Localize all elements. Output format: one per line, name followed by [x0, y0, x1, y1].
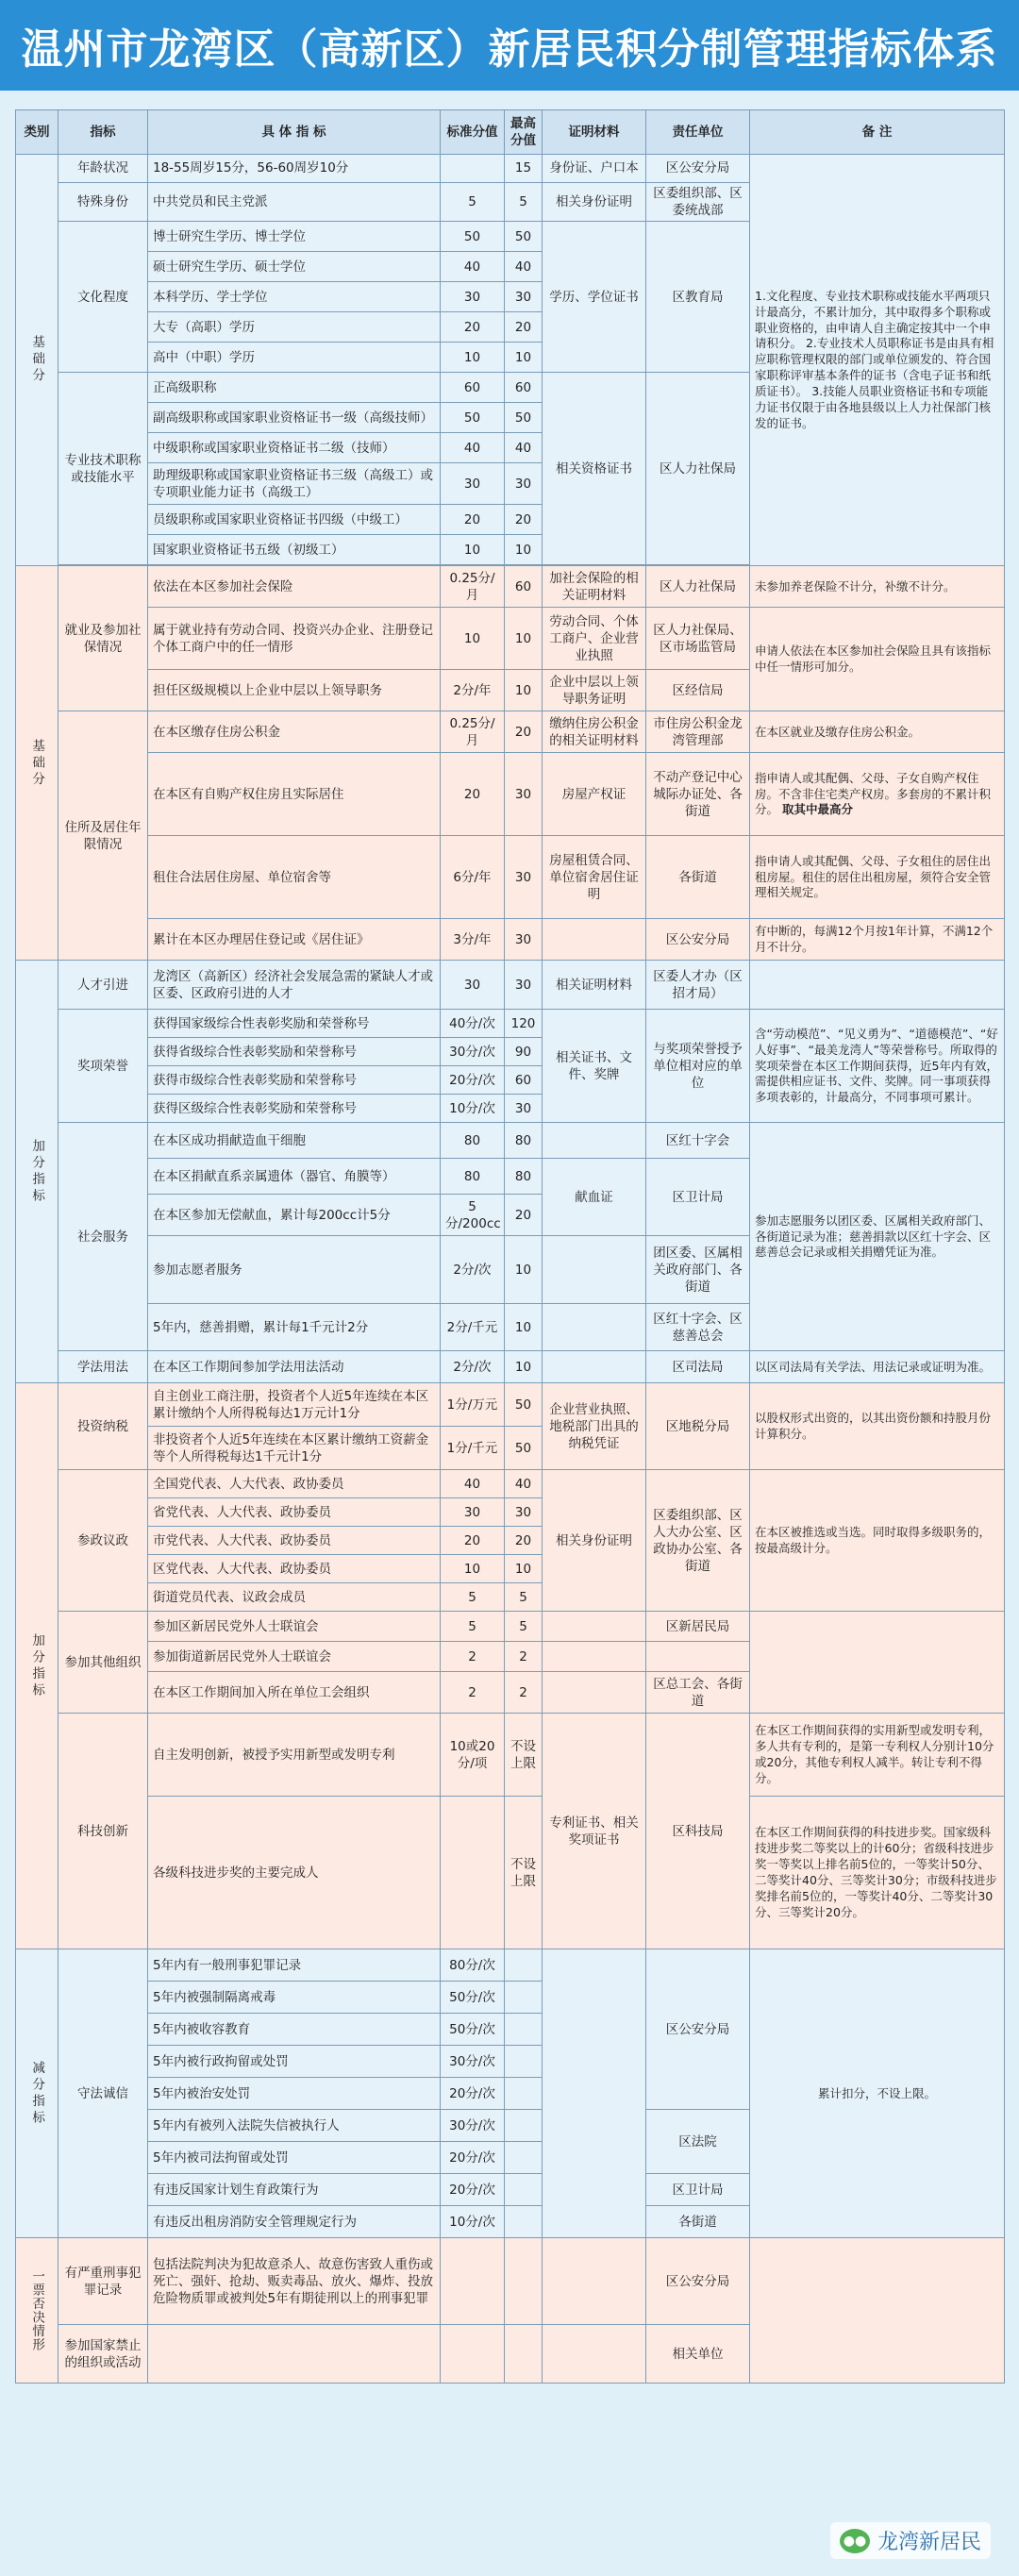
note-cell: 1.文化程度、专业技术职称或技能水平两项只计最高分，不累计加分，其中取得多个职称或职业资格的，由申请人自主确定按其中一个申请积分。 2.专业技术人员职称证书是由具有相应职称管理权限的部门或单位颁发的、符合国家职称评审基本条件的证书（含电子证书和纸质证书）。 3.技能人员职业资格证书和专项能力证书仅限于由各地县级以上人力社保部门核发的证书。 [750, 155, 1005, 566]
unit-cell: 区红十字会、区慈善总会 [646, 1304, 750, 1351]
wechat-icon: ●● [840, 2529, 870, 2553]
indicator-cell: 年龄状况 [58, 155, 148, 183]
std-cell: 80 [441, 1123, 505, 1159]
max-cell: 10 [505, 1555, 543, 1583]
std-cell: 30分/次 [441, 1038, 505, 1066]
unit-cell: 区卫计局 [646, 2174, 750, 2206]
std-cell: 2 [441, 1642, 505, 1672]
detail-cell: 各级科技进步奖的主要完成人 [148, 1797, 441, 1949]
unit-cell: 区委人才办（区招才局） [646, 961, 750, 1010]
col-max: 最高分值 [505, 110, 543, 155]
std-cell: 6分/年 [441, 836, 505, 919]
detail-cell: 省党代表、人大代表、政协委员 [148, 1498, 441, 1527]
col-proof: 证明材料 [543, 110, 646, 155]
max-cell [505, 2110, 543, 2142]
max-cell: 5 [505, 1583, 543, 1612]
table-row [16, 1383, 1005, 1427]
detail-cell: 在本区有自购产权住房且实际居住 [148, 753, 441, 836]
detail-cell: 5年内有一般刑事犯罪记录 [148, 1949, 441, 1982]
max-cell [505, 2046, 543, 2078]
std-cell: 2分/次 [441, 1351, 505, 1383]
table-row [16, 1612, 1005, 1642]
table-row [16, 1010, 1005, 1038]
detail-cell: 自主发明创新，被授予实用新型或发明专利 [148, 1714, 441, 1797]
max-cell: 40 [505, 1470, 543, 1498]
table-row [16, 566, 1005, 608]
indicator-cell: 科技创新 [58, 1714, 148, 1949]
max-cell: 50 [505, 1383, 543, 1427]
std-cell [441, 2325, 505, 2384]
detail-cell: 租住合法居住房屋、单位宿舍等 [148, 836, 441, 919]
proof-cell: 劳动合同、个体工商户、企业营业执照 [543, 608, 646, 670]
std-cell: 50 [441, 403, 505, 433]
std-cell [441, 1797, 505, 1949]
std-cell: 1分/千元 [441, 1427, 505, 1470]
proof-cell [543, 1612, 646, 1642]
detail-cell: 在本区参加无偿献血，累计每200cc计5分 [148, 1195, 441, 1236]
proof-cell: 房屋产权证 [543, 753, 646, 836]
col-category: 类别 [16, 110, 58, 155]
std-cell: 80分/次 [441, 1949, 505, 1982]
std-cell: 50分/次 [441, 2014, 505, 2046]
max-cell: 15 [505, 155, 543, 183]
std-cell: 0.25分/月 [441, 711, 505, 753]
detail-cell: 非投资者个人近5年连续在本区累计缴纳工资薪金等个人所得税每达1千元计1分 [148, 1427, 441, 1470]
detail-cell: 获得区级综合性表彰奖励和荣誉称号 [148, 1095, 441, 1123]
max-cell: 30 [505, 1498, 543, 1527]
max-cell: 50 [505, 1427, 543, 1470]
max-cell: 20 [505, 505, 543, 535]
detail-cell: 国家职业资格证书五级（初级工） [148, 535, 441, 565]
note-cell: 以股权形式出资的，以其出资份额和持股月份计算积分。 [750, 1383, 1005, 1470]
indicator-cell: 社会服务 [58, 1123, 148, 1351]
note-extra: 取其中最高分 [782, 802, 854, 817]
note-cell: 以区司法局有关学法、用法记录或证明为准。 [750, 1351, 1005, 1383]
unit-cell: 市住房公积金龙湾管理部 [646, 711, 750, 753]
table-row [16, 1351, 1005, 1383]
unit-cell: 区经信局 [646, 670, 750, 711]
max-cell [505, 2206, 543, 2238]
indicator-cell: 参加其他组织 [58, 1612, 148, 1714]
wechat-watermark [830, 2522, 991, 2559]
max-cell: 120 [505, 1010, 543, 1038]
max-cell: 30 [505, 463, 543, 505]
detail-cell: 大专（高职）学历 [148, 312, 441, 343]
max-cell [505, 2174, 543, 2206]
detail-cell: 包括法院判决为犯故意杀人、故意伤害致人重伤或死亡、强奸、抢劫、贩卖毒品、放火、爆炸、投放危险物质罪或被判处5年有期徒刑以上的刑事犯罪 [148, 2238, 441, 2325]
unit-cell: 区公安分局 [646, 919, 750, 961]
max-cell [505, 2238, 543, 2325]
col-indicator: 指标 [58, 110, 148, 155]
indicator-table [15, 109, 1005, 2384]
detail-cell: 依法在本区参加社会保险 [148, 566, 441, 608]
table-row [16, 1797, 1005, 1949]
note-cell: 申请人依法在本区参加社会保险且具有该指标中任一情形可加分。 [750, 608, 1005, 711]
max-cell: 不设上限 [505, 1797, 543, 1949]
std-cell: 5 [441, 1583, 505, 1612]
unit-cell: 区总工会、各街道 [646, 1672, 750, 1714]
detail-cell: 员级职称或国家职业资格证书四级（中级工） [148, 505, 441, 535]
note-cell: 在本区被推选或当选。同时取得多级职务的，按最高级计分。 [750, 1470, 1005, 1612]
max-cell: 10 [505, 1304, 543, 1351]
indicator-cell: 文化程度 [58, 222, 148, 373]
proof-cell [543, 919, 646, 961]
std-cell: 3分/年 [441, 919, 505, 961]
col-std: 标准分值 [441, 110, 505, 155]
category-cell: 基础分 [16, 155, 58, 566]
detail-cell: 有违反国家计划生育政策行为 [148, 2174, 441, 2206]
std-cell: 30分/次 [441, 2046, 505, 2078]
detail-cell: 累计在本区办理居住登记或《居住证》 [148, 919, 441, 961]
max-cell [505, 1949, 543, 1982]
unit-cell: 区人力社保局、区市场监管局 [646, 608, 750, 670]
std-cell: 50 [441, 222, 505, 252]
detail-cell: 获得市级综合性表彰奖励和荣誉称号 [148, 1066, 441, 1095]
std-cell: 20分/次 [441, 2174, 505, 2206]
max-cell: 40 [505, 433, 543, 463]
indicator-cell: 投资纳税 [58, 1383, 148, 1470]
max-cell: 30 [505, 753, 543, 836]
unit-cell: 各街道 [646, 2206, 750, 2238]
note-cell: 未参加养老保险不计分，补缴不计分。 [750, 566, 1005, 608]
proof-cell: 相关身份证明 [543, 1470, 646, 1612]
indicator-cell: 有严重刑事犯罪记录 [58, 2238, 148, 2325]
std-cell: 20 [441, 753, 505, 836]
std-cell: 10 [441, 1555, 505, 1583]
std-cell: 20 [441, 1527, 505, 1555]
proof-cell: 企业中层以上领导职务证明 [543, 670, 646, 711]
detail-cell: 自主创业工商注册，投资者个人近5年连续在本区累计缴纳个人所得税每达1万元计1分 [148, 1383, 441, 1427]
category-cell: 加分指标 [16, 1383, 58, 1949]
std-cell: 20分/次 [441, 1066, 505, 1095]
unit-cell: 各街道 [646, 836, 750, 919]
std-cell: 10或20分/项 [441, 1714, 505, 1797]
std-cell: 10 [441, 608, 505, 670]
note-cell: 在本区就业及缴存住房公积金。 [750, 711, 1005, 753]
max-cell: 2 [505, 1642, 543, 1672]
note-cell: 累计扣分，不设上限。 [750, 1949, 1005, 2238]
indicator-cell: 就业及参加社保情况 [58, 566, 148, 711]
unit-cell: 区卫计局 [646, 1159, 750, 1236]
unit-cell: 区公安分局 [646, 155, 750, 183]
detail-cell: 正高级职称 [148, 373, 441, 403]
std-cell: 40 [441, 252, 505, 282]
max-cell: 10 [505, 670, 543, 711]
detail-cell: 5年内，慈善捐赠，累计每1千元计2分 [148, 1304, 441, 1351]
detail-cell: 5年内被司法拘留或处罚 [148, 2142, 441, 2174]
max-cell [505, 2078, 543, 2110]
detail-cell: 获得国家级综合性表彰奖励和荣誉称号 [148, 1010, 441, 1038]
category-cell: 减分指标 [16, 1949, 58, 2238]
table-row [16, 919, 1005, 961]
detail-cell: 属于就业持有劳动合同、投资兴办企业、注册登记个体工商户中的任一情形 [148, 608, 441, 670]
max-cell: 60 [505, 566, 543, 608]
detail-cell: 5年内有被列入法院失信被执行人 [148, 2110, 441, 2142]
detail-cell: 获得省级综合性表彰奖励和荣誉称号 [148, 1038, 441, 1066]
unit-cell: 区人力社保局 [646, 373, 750, 565]
category-cell: 加分指标 [16, 961, 58, 1383]
table-row [16, 1470, 1005, 1498]
detail-cell: 参加志愿者服务 [148, 1236, 441, 1304]
std-cell: 20分/次 [441, 2078, 505, 2110]
watermark-text: 龙湾新居民 [877, 2531, 981, 2554]
proof-cell: 相关证明材料 [543, 961, 646, 1010]
detail-cell: 龙湾区（高新区）经济社会发展急需的紧缺人才或区委、区政府引进的人才 [148, 961, 441, 1010]
proof-cell [543, 1351, 646, 1383]
max-cell: 80 [505, 1159, 543, 1195]
std-cell: 80 [441, 1159, 505, 1195]
proof-cell: 加社会保险的相关证明材料 [543, 566, 646, 608]
max-cell: 50 [505, 222, 543, 252]
unit-cell: 区人力社保局 [646, 566, 750, 608]
detail-cell: 中共党员和民主党派 [148, 183, 441, 222]
note-cell: 有中断的，每满12个月按1年计算，不满12个月不计分。 [750, 919, 1005, 961]
std-cell: 50分/次 [441, 1982, 505, 2014]
indicator-cell: 参加国家禁止的组织或活动 [58, 2325, 148, 2384]
max-cell: 20 [505, 312, 543, 343]
max-cell: 10 [505, 608, 543, 670]
detail-cell: 5年内被强制隔离戒毒 [148, 1982, 441, 2014]
table-row [16, 155, 1005, 183]
unit-cell: 区公安分局 [646, 1949, 750, 2110]
proof-cell [543, 1304, 646, 1351]
indicator-cell: 人才引进 [58, 961, 148, 1010]
detail-cell: 街道党员代表、议政会成员 [148, 1583, 441, 1612]
indicator-cell: 守法诚信 [58, 1949, 148, 2238]
unit-cell: 区委组织部、区人大办公室、区政协办公室、各街道 [646, 1470, 750, 1612]
title-bar [0, 0, 1019, 91]
indicator-cell: 住所及居住年限情况 [58, 711, 148, 961]
table-row [16, 961, 1005, 1010]
note-cell [750, 1612, 1005, 1714]
detail-cell: 区党代表、人大代表、政协委员 [148, 1555, 441, 1583]
category-cell: 一票否决情形 [16, 2238, 58, 2384]
proof-cell: 专利证书、相关奖项证书 [543, 1714, 646, 1949]
proof-cell [543, 2238, 646, 2325]
detail-cell: 在本区捐献直系亲属遗体（器官、角膜等） [148, 1159, 441, 1195]
unit-cell: 区委组织部、区委统战部 [646, 183, 750, 222]
table-row [16, 836, 1005, 919]
std-cell: 30分/次 [441, 2110, 505, 2142]
max-cell: 10 [505, 535, 543, 565]
unit-cell: 不动产登记中心城际办证处、各街道 [646, 753, 750, 836]
col-note: 备 注 [750, 110, 1005, 155]
max-cell: 20 [505, 1527, 543, 1555]
table-row [16, 1949, 1005, 1982]
detail-cell: 有违反出租房消防安全管理规定行为 [148, 2206, 441, 2238]
detail-cell: 高中（中职）学历 [148, 343, 441, 373]
max-cell: 30 [505, 282, 543, 312]
max-cell: 50 [505, 403, 543, 433]
proof-cell: 身份证、户口本 [543, 155, 646, 183]
unit-cell: 相关单位 [646, 2325, 750, 2384]
note-cell [750, 753, 1005, 836]
std-cell: 0.25分/月 [441, 566, 505, 608]
max-cell: 5 [505, 1612, 543, 1642]
detail-cell: 全国党代表、人大代表、政协委员 [148, 1470, 441, 1498]
proof-cell [543, 1949, 646, 2238]
unit-cell: 区新居民局 [646, 1612, 750, 1642]
table-row [16, 753, 1005, 836]
proof-cell [543, 2325, 646, 2384]
proof-cell [543, 1236, 646, 1304]
max-cell [505, 1982, 543, 2014]
std-cell: 2 [441, 1672, 505, 1714]
indicator-cell: 专业技术职称或技能水平 [58, 373, 148, 565]
page-title: 温州市龙湾区（高新区）新居民积分制管理指标体系 [21, 25, 998, 74]
unit-cell: 区地税分局 [646, 1383, 750, 1470]
max-cell: 40 [505, 252, 543, 282]
max-cell: 不设上限 [505, 1714, 543, 1797]
std-cell: 60 [441, 373, 505, 403]
max-cell: 90 [505, 1038, 543, 1066]
std-cell: 2分/千元 [441, 1304, 505, 1351]
detail-cell [148, 2325, 441, 2384]
max-cell: 10 [505, 1351, 543, 1383]
max-cell: 60 [505, 1066, 543, 1095]
max-cell: 60 [505, 373, 543, 403]
detail-cell: 担任区级规模以上企业中层以上领导职务 [148, 670, 441, 711]
detail-cell: 18-55周岁15分，56-60周岁10分 [148, 155, 441, 183]
max-cell [505, 2325, 543, 2384]
proof-cell: 缴纳住房公积金的相关证明材料 [543, 711, 646, 753]
detail-cell: 在本区成功捐献造血干细胞 [148, 1123, 441, 1159]
note-cell [750, 961, 1005, 1010]
unit-cell: 区教育局 [646, 222, 750, 373]
detail-cell: 中级职称或国家职业资格证书二级（技师） [148, 433, 441, 463]
note-cell: 指申请人或其配偶、父母、子女租住的居住出租房屋。租住的居住出租房屋，须符合安全管理相关规定。 [750, 836, 1005, 919]
detail-cell: 参加街道新居民党外人士联谊会 [148, 1642, 441, 1672]
max-cell: 30 [505, 961, 543, 1010]
std-cell: 30 [441, 1498, 505, 1527]
indicator-cell: 学法用法 [58, 1351, 148, 1383]
std-cell [441, 2238, 505, 2325]
table-row [16, 1714, 1005, 1797]
max-cell [505, 2014, 543, 2046]
max-cell: 10 [505, 1236, 543, 1304]
proof-cell: 相关资格证书 [543, 373, 646, 565]
detail-cell: 副高级职称或国家职业资格证书一级（高级技师） [148, 403, 441, 433]
std-cell: 2分/年 [441, 670, 505, 711]
std-cell: 1分/万元 [441, 1383, 505, 1427]
std-cell: 40 [441, 433, 505, 463]
note-text: 指申请人或其配偶、父母、子女自购产权住房。不含非住宅类产权房。多套房的不累计积分。 [755, 770, 992, 817]
proof-cell: 企业营业执照、地税部门出具的纳税凭证 [543, 1383, 646, 1470]
max-cell: 10 [505, 343, 543, 373]
std-cell [441, 155, 505, 183]
std-cell: 10分/次 [441, 2206, 505, 2238]
std-cell: 30 [441, 282, 505, 312]
note-cell: 含“劳动模范”、“见义勇为”、“道德模范”、“好人好事”、“最美龙湾人”等荣誉称号。所取得的奖项荣誉在本区工作期间获得，近5年内有效，需提供相应证书、文件、奖牌。同一事项获得多项表彰的，计最高分，不同事项可累计。 [750, 1010, 1005, 1123]
max-cell: 20 [505, 711, 543, 753]
detail-cell: 5年内被行政拘留或处罚 [148, 2046, 441, 2078]
max-cell: 20 [505, 1195, 543, 1236]
proof-cell: 相关身份证明 [543, 183, 646, 222]
std-cell: 5 [441, 1612, 505, 1642]
note-cell [750, 2238, 1005, 2384]
unit-cell: 区法院 [646, 2110, 750, 2174]
proof-cell [543, 1672, 646, 1714]
max-cell: 30 [505, 836, 543, 919]
proof-cell [543, 1642, 646, 1672]
std-cell: 10分/次 [441, 1095, 505, 1123]
unit-cell [646, 1642, 750, 1672]
unit-cell: 区科技局 [646, 1714, 750, 1949]
std-cell: 20分/次 [441, 2142, 505, 2174]
detail-cell: 本科学历、学士学位 [148, 282, 441, 312]
col-unit: 责任单位 [646, 110, 750, 155]
unit-cell: 区公安分局 [646, 2238, 750, 2325]
max-cell: 80 [505, 1123, 543, 1159]
proof-cell: 相关证书、文件、奖牌 [543, 1010, 646, 1123]
max-cell: 2 [505, 1672, 543, 1714]
std-cell: 20 [441, 505, 505, 535]
table-row [16, 2238, 1005, 2325]
std-cell: 20 [441, 312, 505, 343]
max-cell: 5 [505, 183, 543, 222]
table-row [16, 711, 1005, 753]
proof-cell: 房屋租赁合同、单位宿舍居住证明 [543, 836, 646, 919]
detail-cell: 在本区缴存住房公积金 [148, 711, 441, 753]
table-row [16, 1123, 1005, 1159]
note-cell: 在本区工作期间获得的实用新型或发明专利，多人共有专利的，是第一专利权人分别计10分或20分，其他专利权人减半。转让专利不得分。 [750, 1714, 1005, 1797]
max-cell: 30 [505, 919, 543, 961]
detail-cell: 在本区工作期间加入所在单位工会组织 [148, 1672, 441, 1714]
std-cell: 2分/次 [441, 1236, 505, 1304]
unit-cell: 区红十字会 [646, 1123, 750, 1159]
max-cell: 30 [505, 1095, 543, 1123]
detail-cell: 5年内被治安处罚 [148, 2078, 441, 2110]
detail-cell: 博士研究生学历、博士学位 [148, 222, 441, 252]
proof-cell: 学历、学位证书 [543, 222, 646, 373]
std-cell: 10 [441, 535, 505, 565]
detail-cell: 参加区新居民党外人士联谊会 [148, 1612, 441, 1642]
detail-cell: 助理级职称或国家职业资格证书三级（高级工）或专项职业能力证书（高级工） [148, 463, 441, 505]
detail-cell: 硕士研究生学历、硕士学位 [148, 252, 441, 282]
category-cell: 基础分 [16, 566, 58, 961]
unit-cell: 团区委、区属相关政府部门、各街道 [646, 1236, 750, 1304]
max-cell [505, 2142, 543, 2174]
proof-cell [543, 1123, 646, 1159]
table-row [16, 608, 1005, 670]
indicator-cell: 参政议政 [58, 1470, 148, 1612]
std-cell: 30 [441, 463, 505, 505]
proof-cell: 献血证 [543, 1159, 646, 1236]
indicator-cell: 奖项荣誉 [58, 1010, 148, 1123]
note-cell: 参加志愿服务以团区委、区属相关政府部门、各街道记录为准；慈善捐款以区红十字会、区慈善总会记录或相关捐赠凭证为准。 [750, 1123, 1005, 1351]
std-cell: 5分/200cc [441, 1195, 505, 1236]
unit-cell: 区司法局 [646, 1351, 750, 1383]
col-detail: 具 体 指 标 [148, 110, 441, 155]
indicator-cell: 特殊身份 [58, 183, 148, 222]
table-header [16, 110, 1005, 155]
detail-cell: 5年内被收容教育 [148, 2014, 441, 2046]
detail-cell: 市党代表、人大代表、政协委员 [148, 1527, 441, 1555]
std-cell: 30 [441, 961, 505, 1010]
std-cell: 10 [441, 343, 505, 373]
note-cell: 在本区工作期间获得的科技进步奖。国家级科技进步奖二等奖以上的计60分；省级科技进步奖一等奖以上排名前5位的，一等奖计50分、二等奖计40分、三等奖计30分；市级科技进步奖排名前5位的，一等奖计40分、二等奖计30分、三等奖计20分。 [750, 1797, 1005, 1949]
detail-cell: 在本区工作期间参加学法用法活动 [148, 1351, 441, 1383]
std-cell: 40分/次 [441, 1010, 505, 1038]
std-cell: 5 [441, 183, 505, 222]
std-cell: 40 [441, 1470, 505, 1498]
unit-cell: 与奖项荣誉授予单位相对应的单位 [646, 1010, 750, 1123]
